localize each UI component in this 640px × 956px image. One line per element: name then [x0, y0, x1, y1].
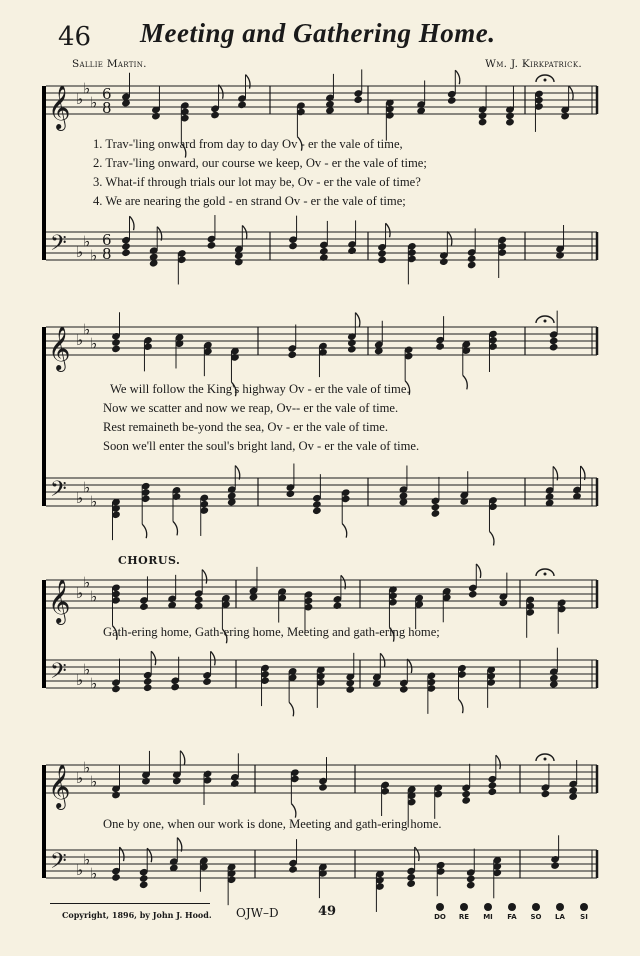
- note-flag: [211, 651, 216, 665]
- note-flag: [173, 521, 178, 535]
- footer-number: 49: [318, 904, 337, 919]
- verse-2-line-2: Now we scatter and now we reap, Ov-- er the vale of time.: [103, 401, 399, 415]
- chorus-label: CHORUS.: [118, 554, 181, 567]
- note-head: [347, 246, 357, 255]
- verse-4-line-1: 4. We are nearing the gold - en strand Ov - er the vale of time;: [93, 194, 406, 208]
- note-head: [435, 342, 445, 351]
- note-head: [230, 779, 240, 788]
- note-flag: [202, 570, 207, 584]
- note-head: [111, 685, 121, 694]
- flat-icon: ♭: [76, 769, 84, 787]
- shape-note-icon: [460, 903, 468, 911]
- shape-note-icon: [436, 903, 444, 911]
- flat-icon: ♭: [76, 861, 84, 879]
- fermata-dot: [544, 320, 547, 323]
- chorus-lyric-line-1: Gath-ering home, Gath-ering home, Meeting and gath-ering home;: [103, 625, 440, 639]
- note-head: [468, 590, 478, 599]
- shape-note-icon: [508, 903, 516, 911]
- time-sig-bottom: 8: [102, 99, 112, 117]
- note-head: [234, 258, 244, 267]
- system-brace: [42, 765, 46, 878]
- note-head: [143, 683, 153, 692]
- flat-icon: ♭: [76, 243, 84, 261]
- flat-icon: ♭: [76, 331, 84, 349]
- note-flag: [291, 804, 296, 818]
- treble-clef-icon: 𝄞: [48, 326, 71, 370]
- composer-credit: Wm. J. Kirkpatrick.: [485, 58, 582, 70]
- note-flag: [120, 847, 125, 861]
- shape-note-icon: [580, 903, 588, 911]
- note-head: [498, 599, 508, 608]
- note-head: [568, 792, 578, 801]
- bass-clef-icon: 𝄢: [50, 231, 67, 261]
- flat-icon: ♭: [90, 587, 98, 606]
- note-head: [172, 777, 182, 786]
- note-head: [111, 791, 121, 800]
- flat-icon: ♭: [90, 93, 98, 112]
- flat-icon: ♭: [90, 772, 98, 791]
- note-head: [312, 506, 322, 515]
- bass-clef-icon: 𝄢: [50, 849, 67, 879]
- note-flag: [386, 223, 391, 237]
- note-flag: [407, 659, 412, 673]
- note-head: [399, 685, 409, 694]
- note-head: [487, 787, 497, 796]
- flat-icon: ♭: [83, 478, 91, 497]
- note-head: [237, 101, 247, 110]
- fermata-dot: [544, 758, 547, 761]
- note-head: [353, 95, 363, 104]
- shape-note-icon: [532, 903, 540, 911]
- lyricist-credit: Sallie Martin.: [72, 58, 147, 70]
- note-flag: [455, 70, 460, 84]
- note-head: [121, 248, 131, 257]
- bass-clef-icon: 𝄢: [50, 477, 67, 507]
- solfa-label: SI: [580, 913, 588, 921]
- note-head: [459, 497, 469, 506]
- solfa-item: [500, 903, 524, 921]
- note-head: [347, 345, 357, 354]
- flat-icon: ♭: [90, 492, 98, 511]
- note-head: [549, 343, 559, 352]
- treble-clef-icon: 𝄞: [48, 579, 71, 623]
- chorus-lyric-line-2: One by one, when our work is done, Meeting and gath-ering home.: [103, 817, 442, 831]
- flat-icon: ♭: [83, 850, 91, 869]
- bass-clef-icon: 𝄢: [50, 659, 67, 689]
- page-number: 46: [58, 22, 92, 52]
- flat-icon: ♭: [76, 489, 84, 507]
- note-head: [141, 777, 151, 786]
- flat-icon: ♭: [83, 79, 91, 98]
- note-flag: [489, 531, 494, 545]
- note-head: [170, 683, 180, 692]
- flat-icon: ♭: [83, 573, 91, 592]
- flat-icon: ♭: [90, 864, 98, 883]
- fermata-dot: [544, 573, 547, 576]
- note-head: [139, 602, 149, 611]
- note-head: [541, 790, 551, 799]
- note-head: [286, 489, 296, 498]
- note-head: [210, 111, 220, 120]
- note-head: [111, 345, 121, 354]
- note-head: [287, 350, 297, 359]
- fermata-dot: [544, 79, 547, 82]
- flat-icon: ♭: [90, 334, 98, 353]
- shape-note-icon: [484, 903, 492, 911]
- verse-3-line-2: Rest remaineth be-yond the sea, Ov - er the vale of time.: [103, 420, 389, 434]
- note-head: [194, 602, 204, 611]
- note-flag: [463, 375, 468, 389]
- time-sig-top: 6: [102, 231, 112, 249]
- solfa-item: [476, 903, 500, 921]
- note-head: [555, 251, 565, 260]
- note-head: [111, 873, 121, 882]
- note-flag: [415, 847, 420, 861]
- note-flag: [219, 85, 224, 99]
- solfa-label: RE: [458, 913, 470, 921]
- note-flag: [130, 216, 135, 230]
- solfa-label: FA: [507, 913, 517, 921]
- note-head: [447, 96, 457, 105]
- time-sig-bottom: 8: [102, 245, 112, 263]
- verse-4-line-2: Soon we'll enter the soul's bright land, Ov - er the vale of time.: [103, 439, 420, 453]
- note-head: [377, 255, 387, 264]
- shape-note-icon: [556, 903, 564, 911]
- note-head: [288, 865, 298, 874]
- hymn-title: Meeting and Gathering Home.: [140, 18, 496, 48]
- note-head: [431, 509, 441, 518]
- note-head: [461, 796, 471, 805]
- footer-rule: [50, 903, 210, 904]
- note-head: [139, 880, 149, 889]
- flat-icon: ♭: [90, 674, 98, 693]
- system-brace: [42, 580, 46, 688]
- note-head: [467, 261, 477, 270]
- treble-clef-icon: 𝄞: [48, 764, 71, 808]
- flat-icon: ♭: [76, 90, 84, 108]
- time-sig-top: 6: [102, 85, 112, 103]
- note-head: [202, 677, 212, 686]
- flat-icon: ♭: [76, 584, 84, 602]
- note-head: [318, 783, 328, 792]
- system-brace: [42, 86, 46, 260]
- verse-3-line-1: 3. What-if through trials our lot may be, Ov - er the vale of time?: [93, 175, 421, 189]
- note-flag: [458, 699, 463, 713]
- flat-icon: ♭: [83, 232, 91, 251]
- solfa-label: DO: [434, 913, 446, 921]
- note-flag: [355, 313, 360, 327]
- flat-icon: ♭: [83, 758, 91, 777]
- solfa-item: [428, 903, 452, 921]
- note-flag: [447, 231, 452, 245]
- note-head: [478, 118, 488, 127]
- note-head: [406, 879, 416, 888]
- note-head: [439, 257, 449, 266]
- solfa-item: [548, 903, 572, 921]
- note-flag: [342, 524, 347, 538]
- note-head: [151, 112, 161, 121]
- solfa-item: [452, 903, 476, 921]
- note-flag: [476, 564, 481, 578]
- note-head: [207, 241, 217, 250]
- solfa-label: LA: [555, 913, 565, 921]
- flat-icon: ♭: [83, 320, 91, 339]
- verse-1-line-1: 1. Trav-'ling onward from day to day Ov - er the vale of time,: [93, 137, 403, 151]
- verse-1-line-2: We will follow the King's highway Ov - er the vale of time.: [110, 382, 410, 396]
- note-head: [288, 242, 298, 251]
- note-head: [550, 861, 560, 870]
- note-flag: [151, 651, 156, 665]
- solfa-item: [524, 903, 548, 921]
- verse-2-line-1: 2. Trav-'ling onward, our course we keep, Ov - er the vale of time;: [93, 156, 427, 170]
- note-flag: [496, 755, 501, 769]
- footer-code: OJW–D: [236, 906, 279, 920]
- note-flag: [289, 702, 294, 716]
- solfa-item: [572, 903, 596, 921]
- note-flag: [142, 524, 147, 538]
- solfa-label: MI: [483, 913, 493, 921]
- note-head: [345, 685, 355, 694]
- note-flag: [235, 466, 240, 480]
- flat-icon: ♭: [90, 246, 98, 265]
- note-flag: [180, 751, 185, 765]
- note-head: [466, 881, 476, 890]
- treble-clef-icon: 𝄞: [48, 85, 71, 129]
- system-brace: [42, 327, 46, 506]
- note-head: [333, 601, 343, 610]
- flat-icon: ♭: [83, 660, 91, 679]
- solfa-label: SO: [530, 913, 542, 921]
- copyright-notice: Copyright, 1896, by John J. Hood.: [62, 910, 212, 920]
- note-head: [319, 253, 329, 262]
- flat-icon: ♭: [76, 671, 84, 689]
- note-head: [560, 112, 570, 121]
- note-head: [505, 118, 515, 127]
